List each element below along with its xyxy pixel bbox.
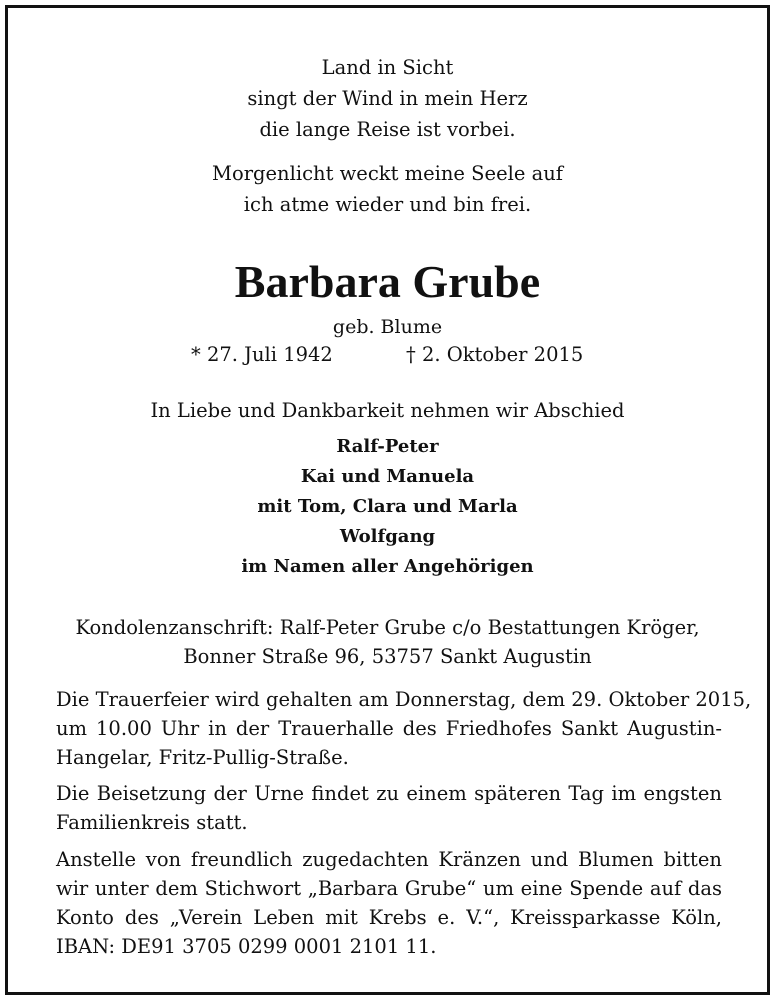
poem-stanza-2 — [8, 158, 767, 220]
family-member: Wolfgang — [339, 526, 436, 547]
maiden-name: geb. Blume — [332, 316, 443, 338]
obituary-frame — [5, 5, 770, 995]
poem-line: Land in Sicht — [321, 56, 454, 79]
paragraph-line: Hangelar, Fritz-Pullig-Straße. — [56, 746, 349, 769]
poem-line: Morgenlicht weckt meine Seele auf — [212, 162, 563, 185]
obituary-content — [8, 8, 767, 992]
address-line: Bonner Straße 96, 53757 Sankt Augustin — [183, 645, 592, 668]
family-list — [8, 432, 767, 582]
donation-paragraph — [56, 845, 722, 961]
paragraph-line: um 10.00 Uhr in der Trauerhalle des Friedhofes Sankt Augustin- — [56, 717, 722, 740]
paragraph-line: wir unter dem Stichwort „Barbara Grube“ um eine Spende auf das — [56, 877, 722, 900]
paragraph-line: Anstelle von freundlich zugedachten Kränzen und Blumen bitten — [56, 848, 722, 871]
poem-line: die lange Reise ist vorbei. — [259, 118, 516, 141]
family-member: Kai und Manuela — [300, 466, 475, 487]
condolence-address — [8, 613, 767, 671]
paragraph-line: Konto des „Verein Leben mit Krebs e. V.“, Kreissparkasse Köln, — [56, 906, 722, 929]
paragraph-line: IBAN: DE91 3705 0299 0001 2101 11. — [56, 935, 437, 958]
poem-line: ich atme wieder und bin frei. — [243, 193, 532, 216]
death-date: † 2. Oktober 2015 — [406, 343, 584, 366]
deceased-name: Barbara Grube — [234, 256, 541, 307]
family-member: im Namen aller Angehörigen — [241, 556, 534, 577]
funeral-paragraph — [56, 685, 752, 772]
paragraph-line: Die Trauerfeier wird gehalten am Donnerstag, dem 29. Oktober 2015, — [56, 688, 752, 711]
burial-paragraph — [56, 779, 722, 837]
family-member: Ralf-Peter — [336, 436, 439, 457]
family-member: mit Tom, Clara und Marla — [257, 496, 518, 517]
birth-date: * 27. Juli 1942 — [191, 343, 333, 366]
paragraph-line: Familienkreis statt. — [56, 811, 248, 834]
poem-line: singt der Wind in mein Herz — [247, 87, 528, 110]
address-line: Kondolenzanschrift: Ralf-Peter Grube c/o Bestattungen Kröger, — [75, 616, 700, 639]
farewell-text: In Liebe und Dankbarkeit nehmen wir Abschied — [150, 399, 625, 422]
paragraph-line: Die Beisetzung der Urne findet zu einem späteren Tag im engsten — [56, 782, 722, 805]
poem-stanza-1 — [8, 52, 767, 145]
